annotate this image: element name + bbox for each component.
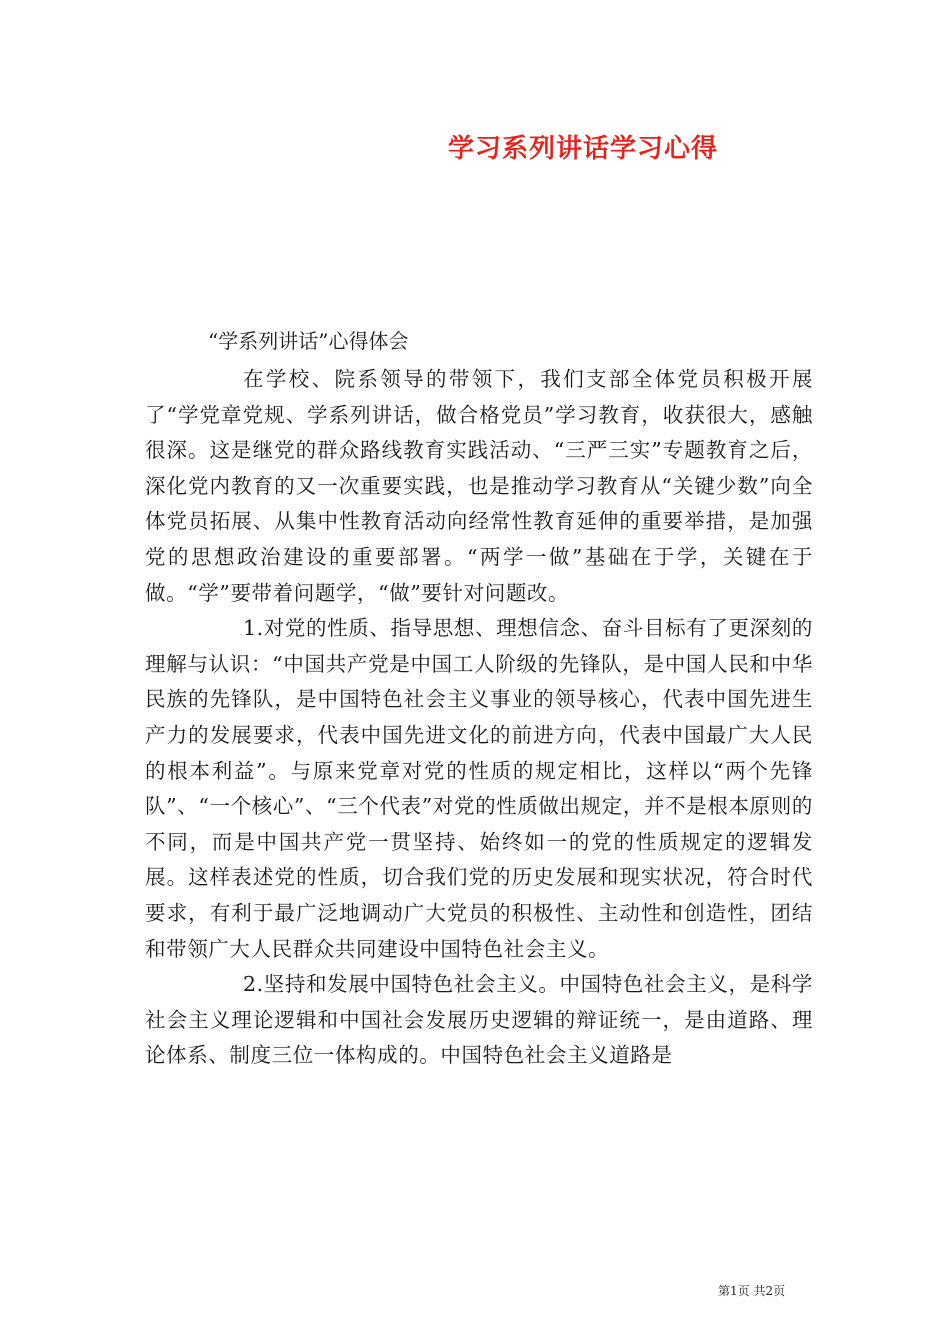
page-middle: 页 共 <box>737 1284 766 1298</box>
document-body <box>145 362 813 1074</box>
page-current: 1 <box>730 1284 738 1298</box>
page-total: 2 <box>765 1284 774 1298</box>
paragraph-intro: 在学校、院系领导的带领下，我们支部全体党员积极开展了“学党章党规、学系列讲话，做合格党员”学习教育，收获很大，感触很深。这是继党的群众路线教育实践活动、“三严三实”专题教育之后，深化党内教育的又一次重要实践，也是推动学习教育从“关键少数”向全体党员拓展、从集中性教育活动向经常性教育延伸的重要举措，是加强党的思想政治建设的重要部署。“两学一做”基础在于学，关键在于做。“学”要带着问题学，“做”要针对问题改。 <box>145 367 813 605</box>
page-suffix: 页 <box>773 1284 786 1298</box>
page-footer <box>718 1283 785 1299</box>
page-prefix: 第 <box>718 1284 731 1298</box>
paragraph-point-2: 2.坚持和发展中国特色社会主义。中国特色社会主义，是科学社会主义理论逻辑和中国社会发展历史逻辑的辩证统一，是由道路、理论体系、制度三位一体构成的。中国特色社会主义道路是 <box>145 972 813 1068</box>
paragraph-point-1: 1.对党的性质、指导思想、理想信念、奋斗目标有了更深刻的理解与认识：“中国共产党是中国工人阶级的先锋队，是中国人民和中华民族的先锋队，是中国特色社会主义事业的领导核心，代表中国先进生产力的发展要求，代表中国先进文化的前进方向，代表中国最广大人民的根本利益”。与原来党章对党的性质的规定相比，这样以“两个先锋队”、“一个核心”、“三个代表”对党的性质做出规定，并不是根本原则的不同，而是中国共产党一贯坚持、始终如一的党的性质规定的逻辑发展。这样表述党的性质，切合我们党的历史发展和现实状况，符合时代要求，有利于最广泛地调动广大党员的积极性、主动性和创造性，团结和带领广大人民群众共同建设中国特色社会主义。 <box>145 616 813 961</box>
document-subtitle: “学系列讲话”心得体会 <box>208 329 409 353</box>
document-title: 学习系列讲话学习心得 <box>448 134 719 164</box>
